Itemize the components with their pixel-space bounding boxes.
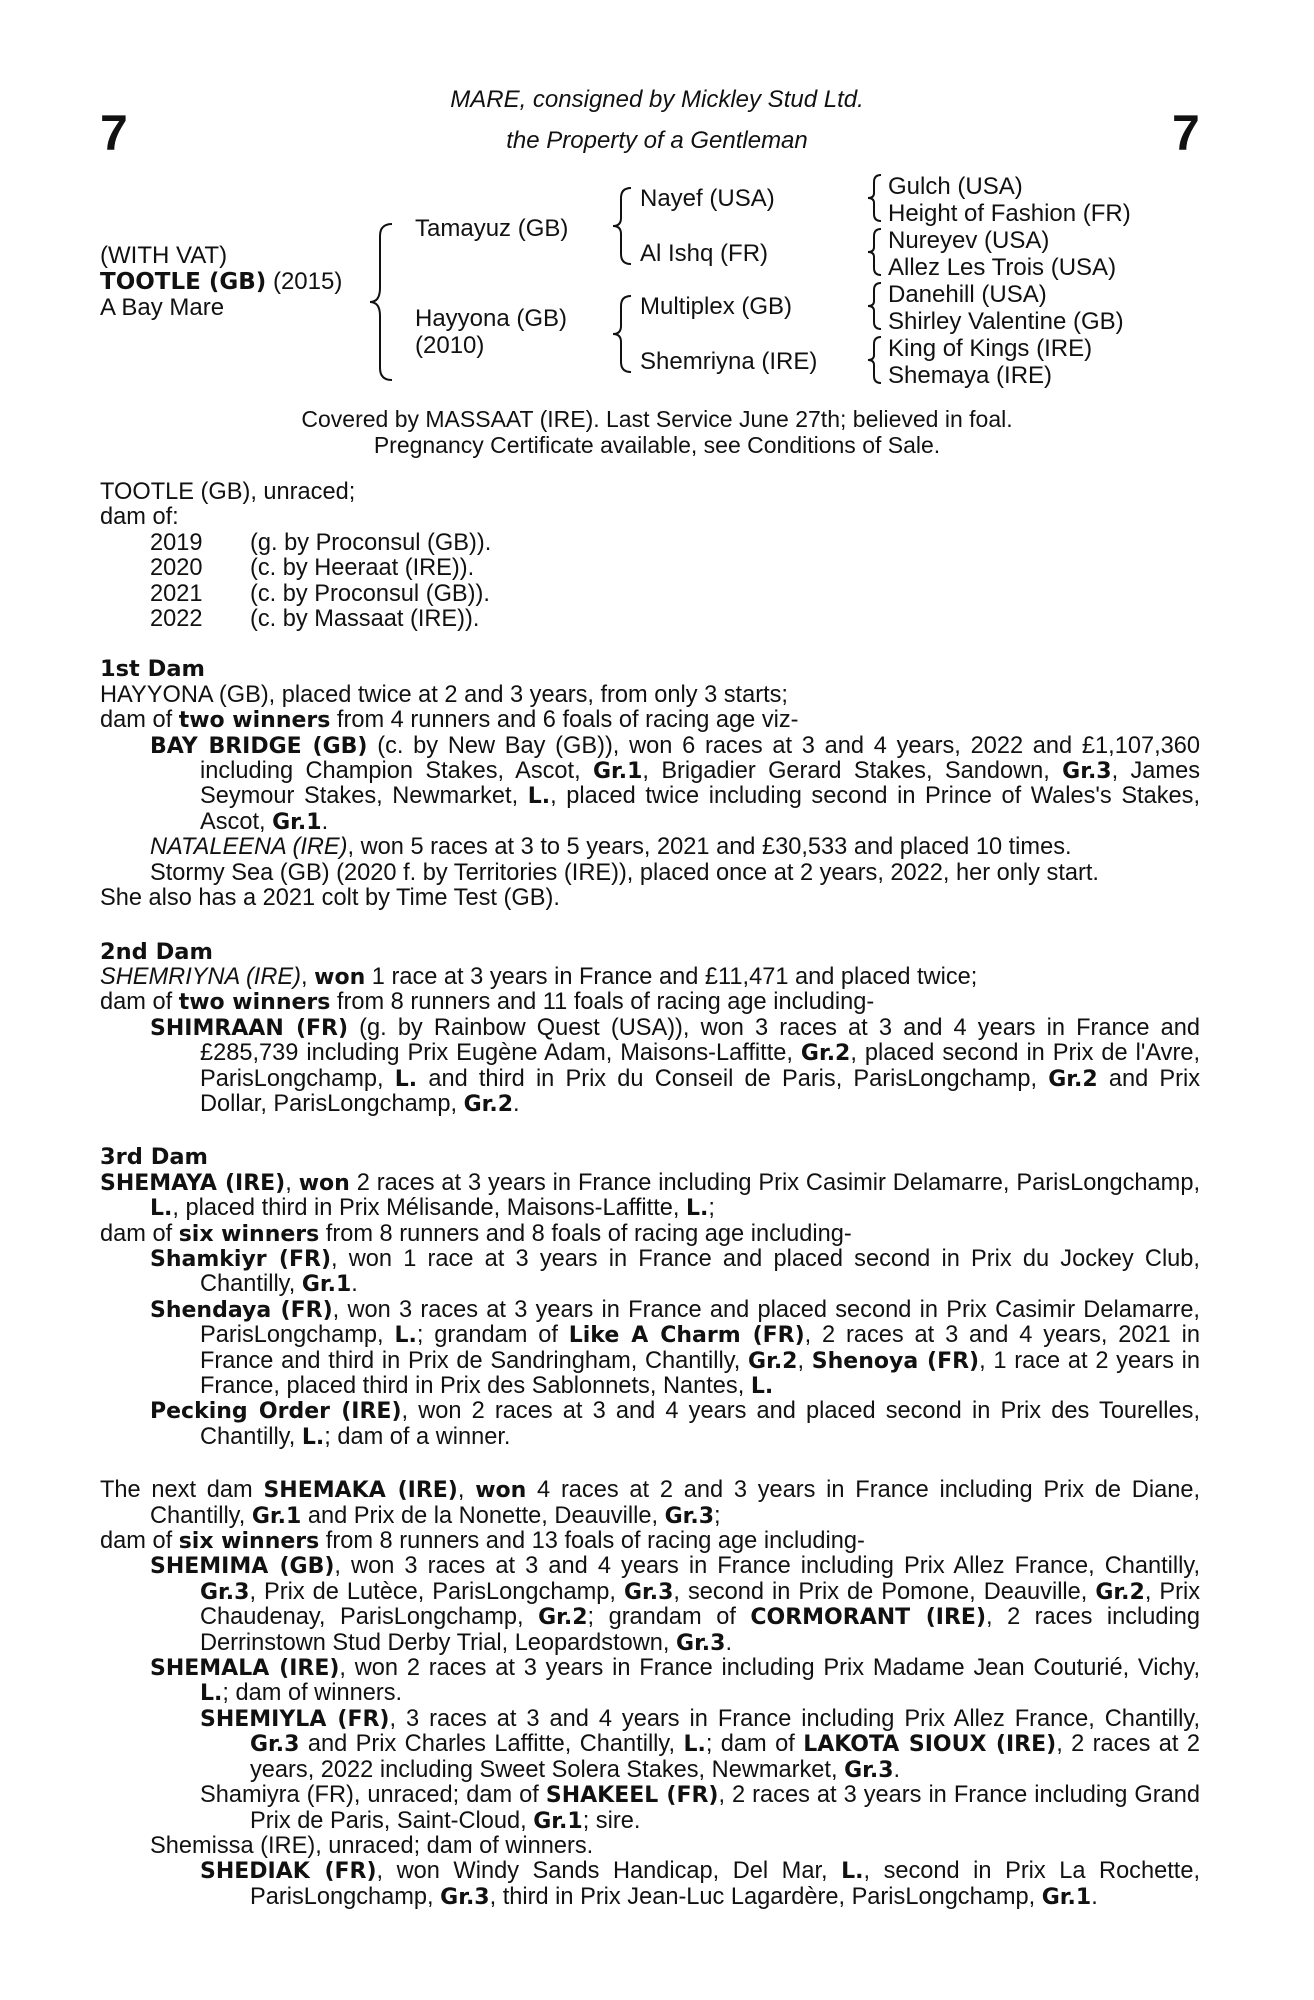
- subject-line: [100, 269, 342, 295]
- produce-entry: BAY BRIDGE (GB) (c. by New Bay (GB)), won 6 races at 3 and 4 years, 2022 and £1,107,360 including Champion Stakes, Ascot, Gr.1, Brigadier Gerard Stakes, Sandown, Gr.3, James Seymour Stakes, Newmarket, L., placed twice including second in Prince of Wales's Stakes, Ascot, Gr.1.: [150, 732, 1200, 835]
- consignor-line: MARE, consigned by Mickley Stud Ltd.: [450, 86, 864, 113]
- g4-2: Height of Fashion (FR): [888, 200, 1131, 227]
- horse-name: NATALEENA (IRE): [150, 834, 348, 861]
- horse-name: SHEMIMA (GB): [150, 1554, 335, 1580]
- produce-dam-of: dam of:: [100, 504, 179, 531]
- dam-summary: The next dam SHEMAKA (IRE), won 4 races at 2 and 3 years in France including Prix de Diane, Chantilly, Gr.1 and Prix de la Nonette, Deauville, Gr.3;: [100, 1477, 1200, 1529]
- third-dam-section: [100, 1145, 1200, 1450]
- covered-line-2: Pregnancy Certificate available, see Conditions of Sale.: [373, 432, 941, 458]
- produce-row: [150, 607, 491, 632]
- section-heading: 1st Dam: [100, 656, 205, 683]
- subject-desc: A Bay Mare: [100, 294, 225, 321]
- horse-name: SHEMALA (IRE): [150, 1656, 340, 1682]
- foal-desc: (c. by Heeraat (IRE)).: [250, 555, 475, 582]
- dam-record: dam of two winners from 8 runners and 11 foals of racing age including-: [100, 989, 875, 1016]
- produce-entry: SHIMRAAN (FR) (g. by Rainbow Quest (USA)), won 3 races at 3 and 4 years in France and £285,739 including Prix Eugène Adam, Maisons-Laffitte, Gr.2, placed second in Prix de l'Avre, ParisLongchamp, L. and third in Prix du Conseil de Paris, ParisLongchamp, Gr.2 and Prix Dollar, ParisLongchamp, Gr.2.: [150, 1014, 1200, 1117]
- produce-entry: SHEMIYLA (FR), 3 races at 3 and 4 years in France including Prix Allez France, Chantilly, Gr.3 and Prix Charles Laffitte, Chantilly, L.; dam of LAKOTA SIOUX (IRE), 2 races at 2 years, 2022 including Sweet Solera Stakes, Newmarket, Gr.3.: [200, 1705, 1201, 1783]
- next-dam-section: [100, 1478, 1200, 1910]
- produce-section: [100, 480, 1200, 632]
- dam-record: dam of six winners from 8 runners and 8 foals of racing age including-: [100, 1220, 852, 1247]
- g4-7: King of Kings (IRE): [888, 335, 1093, 362]
- dam-sire: Multiplex (GB): [640, 293, 793, 320]
- horse-name: SHEMIYLA (FR): [200, 1706, 390, 1732]
- produce-row: [150, 556, 491, 581]
- sire-sire: Nayef (USA): [640, 185, 775, 212]
- dam-dam: Shemriyna (IRE): [640, 348, 818, 375]
- dam-summary: SHEMAYA (IRE), won 2 races at 3 years in France including Prix Casimir Delamarre, ParisLongchamp, L., placed third in Prix Mélisande, Maisons-Laffitte, L.;: [100, 1169, 1201, 1222]
- g4-3: Nureyev (USA): [888, 227, 1050, 254]
- first-dam-section: [100, 657, 1200, 911]
- produce-entry: Pecking Order (IRE), won 2 races at 3 and 4 years and placed second in Prix des Tourelles, Chantilly, L.; dam of a winner.: [150, 1398, 1200, 1450]
- covered-note: [0, 406, 1314, 458]
- produce-entry: Stormy Sea (GB) (2020 f. by Territories (IRE)), placed once at 2 years, 2022, her only start.: [150, 859, 1099, 886]
- dam-name: Hayyona (GB): [415, 305, 568, 332]
- horse-name: BAY BRIDGE (GB): [150, 733, 368, 759]
- g4-4: Allez Les Trois (USA): [888, 254, 1117, 281]
- property-line: the Property of a Gentleman: [506, 127, 808, 154]
- g4-8: Shemaya (IRE): [888, 362, 1053, 389]
- foal-year: 2022: [150, 606, 203, 633]
- produce-row: [150, 531, 491, 556]
- produce-entry: Shendaya (FR), won 3 races at 3 years in France and placed second in Prix Casimir Delamarre, ParisLongchamp, L.; grandam of Like A Charm (FR), 2 races at 3 and 4 years, 2021 in France and third in Prix de Sandringham, Chantilly, Gr.2, Shenoya (FR), 1 race at 2 years in France, placed third in Prix des Sablonnets, Nantes, L.: [150, 1296, 1201, 1399]
- dam-summary: SHEMRIYNA (IRE), won 1 race at 3 years in France and £11,471 and placed twice;: [100, 963, 978, 990]
- g4-brace-2: [866, 227, 884, 277]
- dam-record: dam of two winners from 4 runners and 6 foals of racing age viz-: [100, 707, 799, 734]
- foal-year: 2019: [150, 529, 203, 556]
- produce-entry: SHEDIAK (FR), won Windy Sands Handicap, Del Mar, L., second in Prix La Rochette, ParisLongchamp, Gr.3, third in Prix Jean-Luc Lagardère, ParisLongchamp, Gr.1.: [200, 1858, 1201, 1910]
- horse-name: Shamkiyr (FR): [150, 1246, 332, 1272]
- catalogue-body: [100, 480, 1200, 1910]
- horse-name: Pecking Order (IRE): [150, 1399, 402, 1425]
- vat-note: (WITH VAT): [100, 242, 228, 269]
- covered-line-1: Covered by MASSAAT (IRE). Last Service June 27th; believed in foal.: [301, 406, 1013, 432]
- produce-table: [150, 531, 491, 633]
- dam-brace: [611, 294, 635, 374]
- foal-year: 2021: [150, 580, 203, 607]
- sire-brace: [611, 186, 635, 266]
- produce-entry: Shemissa (IRE), unraced; dam of winners.: [150, 1832, 594, 1859]
- section-heading: 3rd Dam: [100, 1144, 208, 1171]
- g4-6: Shirley Valentine (GB): [888, 308, 1124, 335]
- produce-entry: SHEMALA (IRE), won 2 races at 3 years in France including Prix Madame Jean Couturié, Vichy, L.; dam of winners.: [150, 1655, 1200, 1707]
- lot-number-right: 7: [1172, 105, 1200, 161]
- subject-brace: [368, 222, 398, 382]
- subject-block: [100, 243, 342, 321]
- produce-note: She also has a 2021 colt by Time Test (GB).: [100, 885, 560, 912]
- dam-record: dam of six winners from 8 runners and 13 foals of racing age including-: [100, 1528, 865, 1555]
- foal-desc: (g. by Proconsul (GB)).: [250, 529, 492, 556]
- subject-year: (2015): [272, 268, 343, 295]
- g4-brace-3: [866, 281, 884, 331]
- lot-number-left: 7: [100, 105, 128, 161]
- subject-name: TOOTLE (GB): [100, 269, 267, 295]
- produce-row: [150, 582, 491, 607]
- dam-summary: HAYYONA (GB), placed twice at 2 and 3 years, from only 3 starts;: [100, 681, 788, 708]
- horse-name: SHIMRAAN (FR): [150, 1015, 349, 1041]
- produce-entry: NATALEENA (IRE), won 5 races at 3 to 5 years, 2021 and £30,533 and placed 10 times.: [150, 834, 1072, 861]
- dam-year: (2010): [415, 332, 485, 359]
- sire-dam: Al Ishq (FR): [640, 240, 769, 267]
- g4-brace-4: [866, 335, 884, 385]
- section-heading: 2nd Dam: [100, 938, 213, 965]
- foal-desc: (c. by Proconsul (GB)).: [250, 580, 490, 607]
- horse-name: Shendaya (FR): [150, 1297, 333, 1323]
- produce-intro: TOOTLE (GB), unraced;: [100, 479, 356, 505]
- g4-1: Gulch (USA): [888, 173, 1023, 200]
- foal-year: 2020: [150, 555, 203, 582]
- produce-entry: SHEMIMA (GB), won 3 races at 3 and 4 years in France including Prix Allez France, Chantilly, Gr.3, Prix de Lutèce, ParisLongchamp, Gr.3, second in Prix de Pomone, Deauville, Gr.2, Prix Chaudenay, ParisLongchamp, Gr.2; grandam of CORMORANT (IRE), 2 races including Derrinstown Stud Derby Trial, Leopardstown, Gr.3.: [150, 1553, 1201, 1656]
- foal-desc: (c. by Massaat (IRE)).: [250, 606, 480, 633]
- horse-name: SHEDIAK (FR): [200, 1859, 377, 1885]
- produce-entry: Shamiyra (FR), unraced; dam of SHAKEEL (FR), 2 races at 3 years in France including Grand Prix de Paris, Saint-Cloud, Gr.1; sire.: [200, 1782, 1200, 1834]
- g4-5: Danehill (USA): [888, 281, 1047, 308]
- second-dam-section: [100, 940, 1200, 1118]
- sire-name: Tamayuz (GB): [415, 215, 569, 242]
- g4-brace-1: [866, 173, 884, 223]
- produce-entry: Shamkiyr (FR), won 1 race at 3 years in France and placed second in Prix du Jockey Club, Chantilly, Gr.1.: [150, 1245, 1200, 1298]
